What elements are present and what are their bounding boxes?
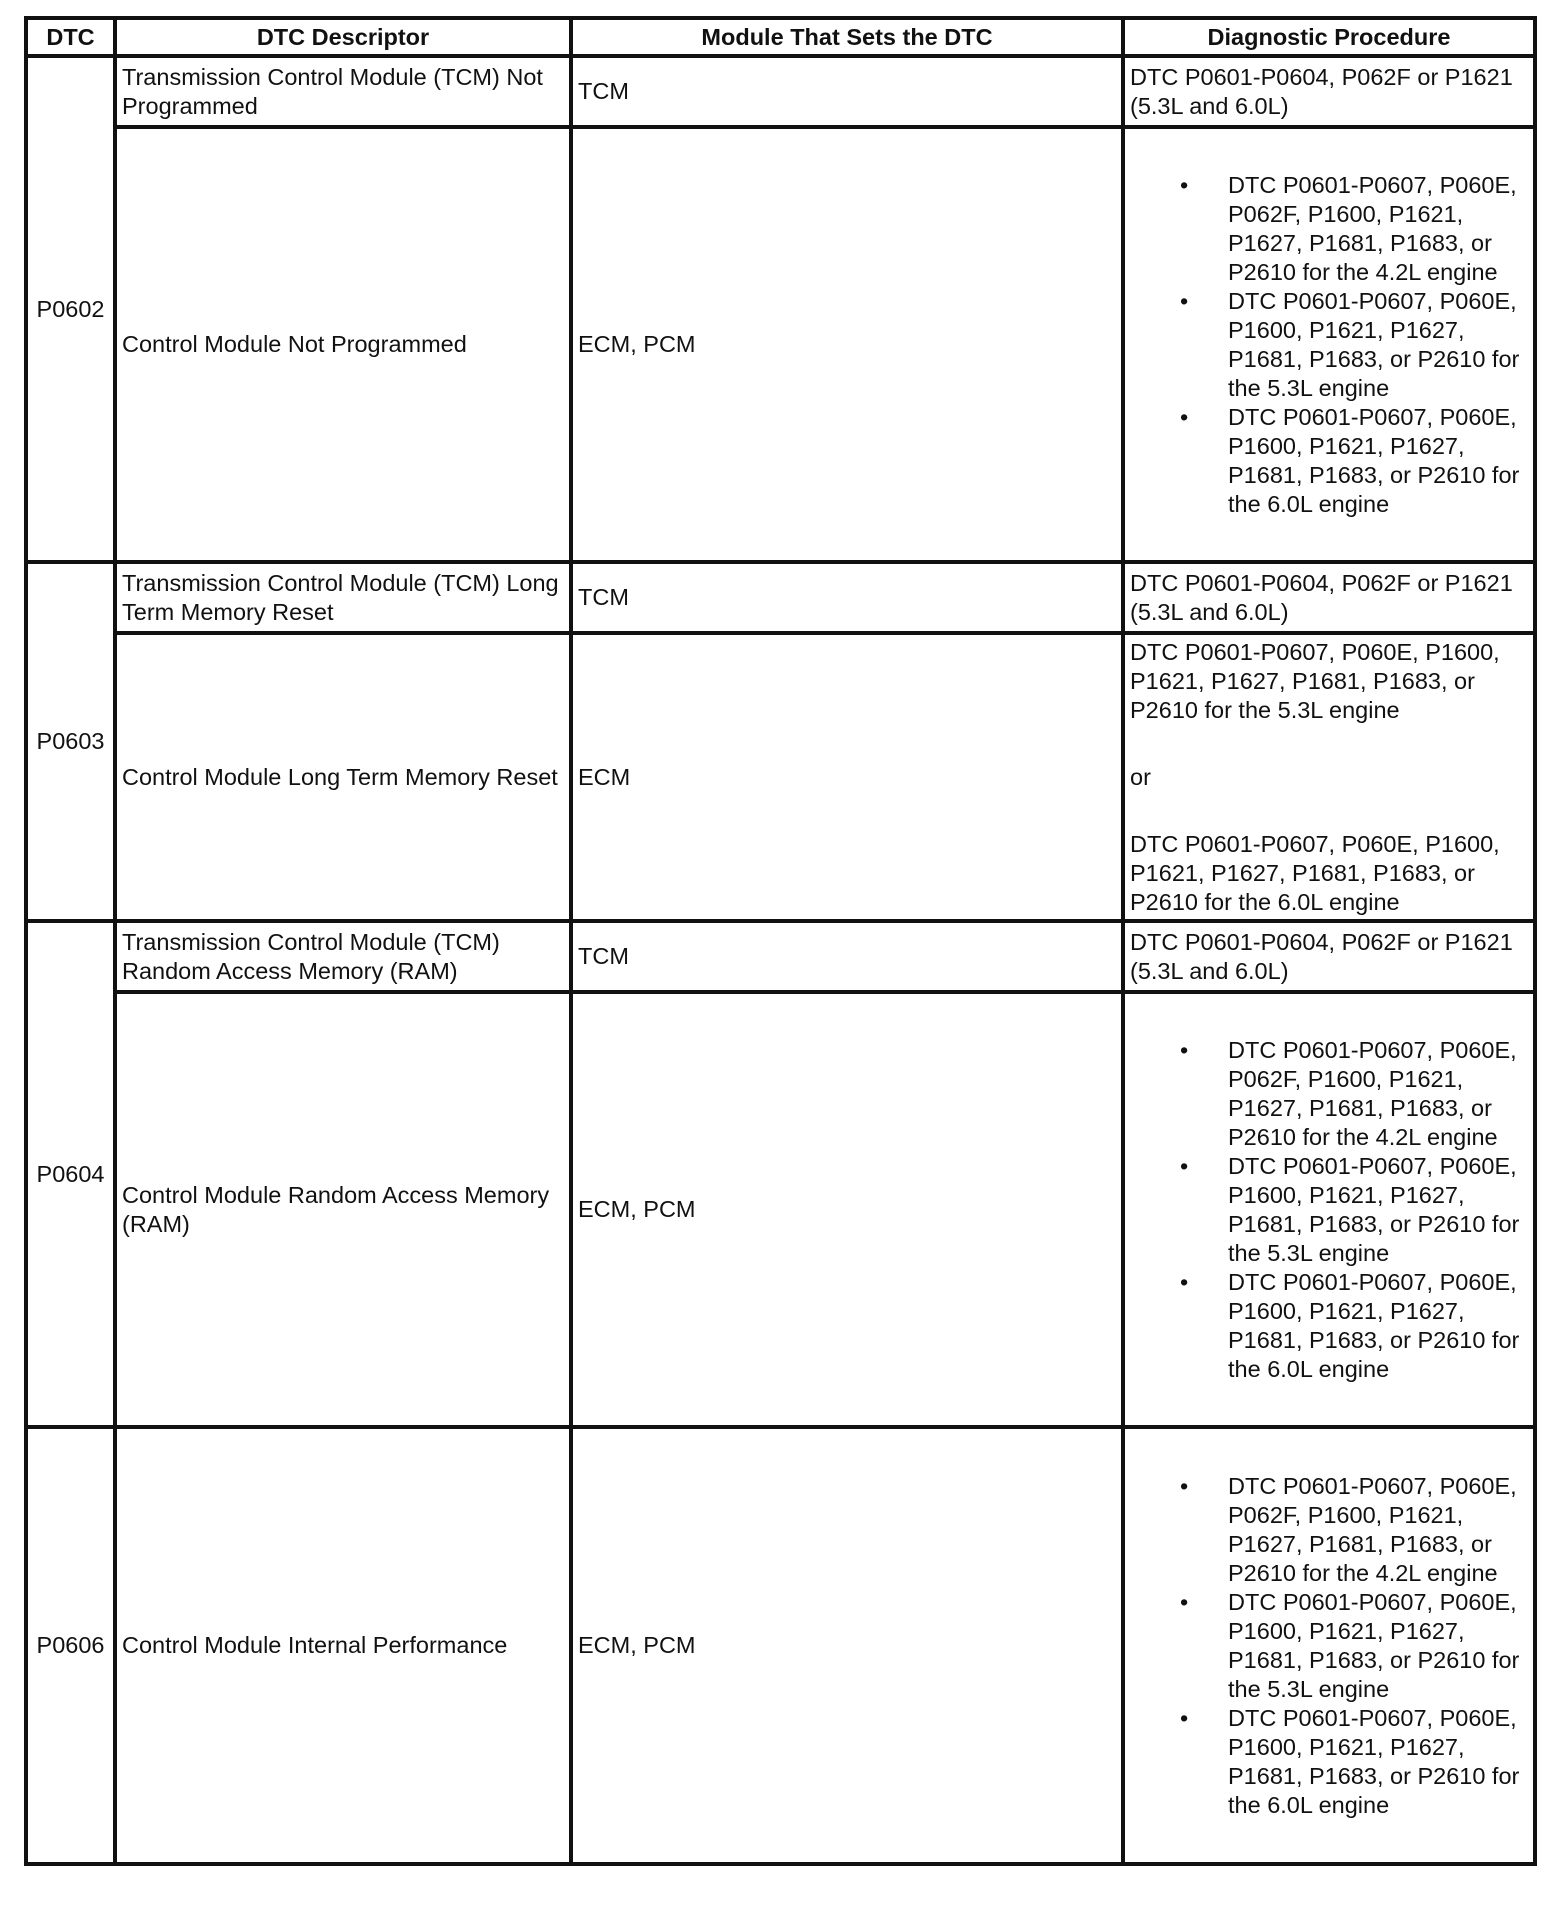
dtc-descriptor: Transmission Control Module (TCM) Random Access Memory (RAM) [115, 921, 571, 992]
table-row [26, 127, 1535, 562]
dtc-descriptor: Control Module Long Term Memory Reset [115, 633, 571, 921]
setting-module: ECM, PCM [571, 1427, 1123, 1864]
setting-module: ECM, PCM [571, 992, 1123, 1427]
dtc-descriptor: Transmission Control Module (TCM) Long Term Memory Reset [115, 562, 571, 633]
procedure-item: • DTC P0601-P0607, P060E, P1600, P1621, P1627, P1681, P1683, or P2610 for the 5.3L engine [1130, 287, 1528, 403]
procedure-item: • DTC P0601-P0607, P060E, P062F, P1600, P1621, P1627, P1681, P1683, or P2610 for the 4.2L engine [1130, 1036, 1528, 1152]
dtc-code: P0604 [26, 921, 115, 1427]
table-row [26, 56, 1535, 127]
procedure-text: DTC P0601-P0607, P060E, P1600, P1621, P1627, P1681, P1683, or P2610 for the 6.0L engine [1130, 830, 1500, 915]
procedure-or: or [1130, 763, 1151, 790]
diagnostic-procedure: DTC P0601-P0604, P062F or P1621 (5.3L and 6.0L) [1123, 921, 1535, 992]
setting-module: ECM [571, 633, 1123, 921]
procedure-item: • DTC P0601-P0607, P060E, P1600, P1621, P1627, P1681, P1683, or P2610 for the 6.0L engine [1130, 1268, 1528, 1384]
dtc-table [24, 16, 1537, 1866]
diagnostic-procedure [1123, 1427, 1535, 1864]
dtc-descriptor: Transmission Control Module (TCM) Not Programmed [115, 56, 571, 127]
setting-module: ECM, PCM [571, 127, 1123, 562]
procedure-item: • DTC P0601-P0607, P060E, P1600, P1621, P1627, P1681, P1683, or P2610 for the 6.0L engine [1130, 1704, 1528, 1820]
setting-module: TCM [571, 921, 1123, 992]
procedure-list [1130, 1472, 1528, 1820]
dtc-descriptor: Control Module Not Programmed [115, 127, 571, 562]
header-dtc: DTC [26, 18, 115, 56]
table-row [26, 633, 1535, 921]
procedure-list [1130, 171, 1528, 519]
procedure-item: • DTC P0601-P0607, P060E, P062F, P1600, P1621, P1627, P1681, P1683, or P2610 for the 4.2L engine [1130, 171, 1528, 287]
procedure-text: DTC P0601-P0607, P060E, P1600, P1621, P1627, P1681, P1683, or P2610 for the 5.3L engine [1130, 638, 1500, 723]
setting-module: TCM [571, 562, 1123, 633]
procedure-list [1130, 1036, 1528, 1384]
diagnostic-procedure [1123, 992, 1535, 1427]
diagnostic-procedure [1123, 633, 1535, 921]
header-descriptor: DTC Descriptor [115, 18, 571, 56]
dtc-descriptor: Control Module Internal Performance [115, 1427, 571, 1864]
procedure-item: • DTC P0601-P0607, P060E, P1600, P1621, P1627, P1681, P1683, or P2610 for the 5.3L engine [1130, 1588, 1528, 1704]
dtc-code: P0603 [26, 562, 115, 921]
dtc-code: P0606 [26, 1427, 115, 1864]
procedure-item: • DTC P0601-P0607, P060E, P1600, P1621, P1627, P1681, P1683, or P2610 for the 6.0L engine [1130, 403, 1528, 519]
diagnostic-procedure [1123, 127, 1535, 562]
dtc-descriptor: Control Module Random Access Memory (RAM) [115, 992, 571, 1427]
procedure-item: • DTC P0601-P0607, P060E, P1600, P1621, P1627, P1681, P1683, or P2610 for the 5.3L engine [1130, 1152, 1528, 1268]
diagnostic-procedure: DTC P0601-P0604, P062F or P1621 (5.3L and 6.0L) [1123, 562, 1535, 633]
header-module: Module That Sets the DTC [571, 18, 1123, 56]
diagnostic-procedure: DTC P0601-P0604, P062F or P1621 (5.3L and 6.0L) [1123, 56, 1535, 127]
table-row [26, 992, 1535, 1427]
table-row [26, 562, 1535, 633]
setting-module: TCM [571, 56, 1123, 127]
dtc-code: P0602 [26, 56, 115, 562]
header-procedure: Diagnostic Procedure [1123, 18, 1535, 56]
header-row [26, 18, 1535, 56]
procedure-item: • DTC P0601-P0607, P060E, P062F, P1600, P1621, P1627, P1681, P1683, or P2610 for the 4.2L engine [1130, 1472, 1528, 1588]
table-row [26, 1427, 1535, 1864]
table-row [26, 921, 1535, 992]
